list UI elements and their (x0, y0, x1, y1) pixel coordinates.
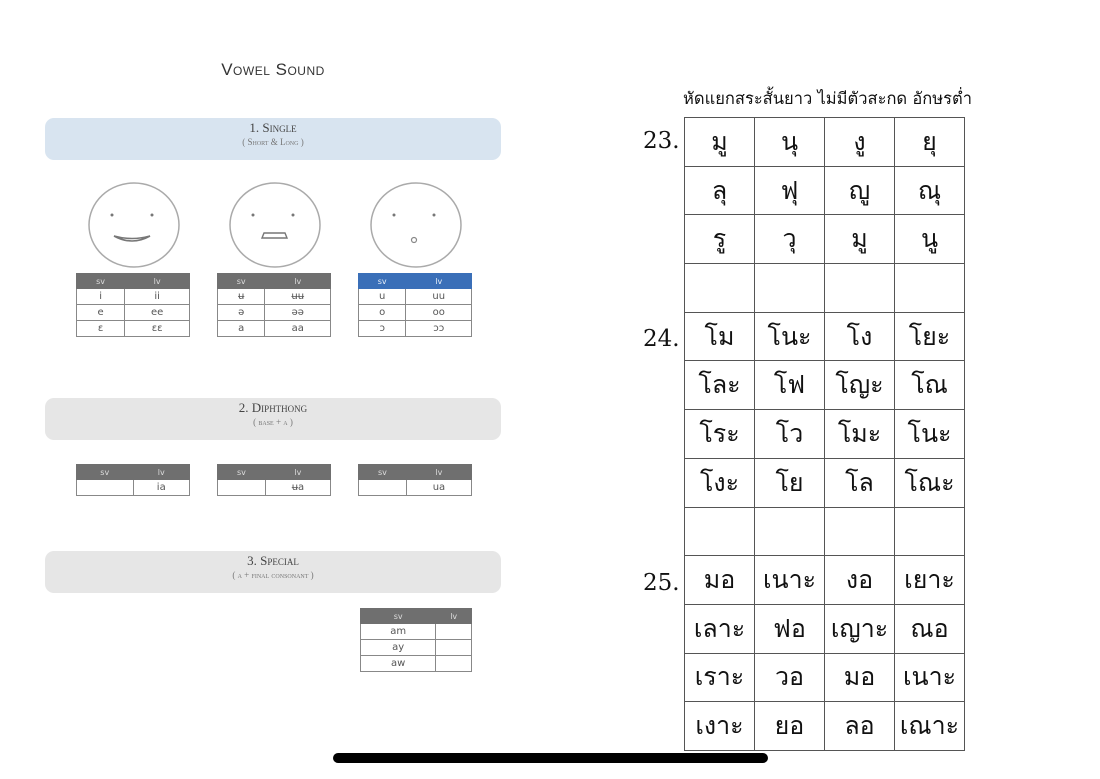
sv-header: sv (361, 609, 436, 624)
grid-cell: โณ (895, 361, 965, 410)
grid-cell: นู (895, 215, 965, 264)
grid-cell: ฟอ (755, 604, 825, 653)
exercise-number-24: 24. (643, 326, 680, 352)
long-vowel-cell: ʉa (265, 480, 330, 496)
single-vowel-table-central (217, 273, 331, 337)
grid-cell: งอ (825, 556, 895, 605)
grid-cell (755, 507, 825, 556)
diphthong-table-ua-central (217, 464, 331, 496)
short-vowel-cell: ɔ (359, 321, 406, 337)
sv-header: sv (359, 465, 407, 480)
short-vowel-cell: aw (361, 656, 436, 672)
grid-cell: โง (825, 312, 895, 361)
long-vowel-cell (436, 624, 472, 640)
grid-cell: ลุ (685, 166, 755, 215)
grid-row (685, 653, 965, 702)
long-vowel-cell: ia (133, 480, 190, 496)
long-vowel-cell: uu (406, 289, 472, 305)
lv-header: lv (265, 274, 331, 289)
grid-row (685, 166, 965, 215)
grid-cell: เญาะ (825, 604, 895, 653)
grid-cell (755, 264, 825, 313)
grid-cell: โละ (685, 361, 755, 410)
grid-row (685, 118, 965, 167)
grid-cell: เนาะ (755, 556, 825, 605)
grid-cell: โว (755, 410, 825, 459)
grid-cell: นุ (755, 118, 825, 167)
sv-header: sv (359, 274, 406, 289)
section-diphthong-band (45, 398, 501, 440)
short-vowel-cell: ay (361, 640, 436, 656)
lv-header: lv (133, 465, 190, 480)
grid-cell: เณาะ (895, 702, 965, 751)
short-vowel-cell: o (359, 305, 406, 321)
grid-cell: โงะ (685, 458, 755, 507)
short-vowel-cell: ə (218, 305, 265, 321)
grid-cell: โระ (685, 410, 755, 459)
exercise-number-25: 25. (643, 570, 680, 596)
grid-cell (685, 264, 755, 313)
long-vowel-cell: ua (406, 480, 471, 496)
grid-cell: โยะ (895, 312, 965, 361)
grid-cell: วอ (755, 653, 825, 702)
grid-cell: โณะ (895, 458, 965, 507)
grid-cell (825, 264, 895, 313)
grid-row (685, 507, 965, 556)
long-vowel-cell: ee (125, 305, 190, 321)
diphthong-table-ia (76, 464, 190, 496)
single-vowel-table-back (358, 273, 472, 337)
grid-row (685, 556, 965, 605)
grid-row (685, 604, 965, 653)
grid-cell: เนาะ (895, 653, 965, 702)
short-vowel-cell (77, 480, 134, 496)
section-diphthong-subtitle: ( base + a ) (253, 417, 293, 427)
long-vowel-cell: ʉʉ (265, 289, 331, 305)
grid-cell: ญู (825, 166, 895, 215)
grid-cell: ฟุ (755, 166, 825, 215)
grid-cell: ณอ (895, 604, 965, 653)
long-vowel-cell: ɛɛ (125, 321, 190, 337)
long-vowel-cell: əə (265, 305, 331, 321)
long-vowel-cell (436, 656, 472, 672)
long-vowel-cell: ɔɔ (406, 321, 472, 337)
grid-cell: มอ (825, 653, 895, 702)
lv-header: lv (125, 274, 190, 289)
sv-header: sv (218, 465, 266, 480)
grid-row (685, 312, 965, 361)
lv-header: lv (406, 274, 472, 289)
grid-cell: มู (825, 215, 895, 264)
short-vowel-cell: a (218, 321, 265, 337)
grid-cell: เลาะ (685, 604, 755, 653)
grid-cell: ยอ (755, 702, 825, 751)
section-single-band (45, 118, 501, 160)
grid-row (685, 410, 965, 459)
smile-face-illustration (86, 180, 182, 270)
section-special-title: 3. Special (247, 553, 299, 568)
exercise-number-23: 23. (643, 128, 680, 154)
grid-cell: มอ (685, 556, 755, 605)
long-vowel-cell: oo (406, 305, 472, 321)
grid-cell: โนะ (895, 410, 965, 459)
grid-cell: วุ (755, 215, 825, 264)
diphthong-table-ua (358, 464, 472, 496)
grid-cell: โย (755, 458, 825, 507)
long-vowel-cell: aa (265, 321, 331, 337)
grid-cell: งู (825, 118, 895, 167)
section-diphthong-title: 2. Diphthong (238, 400, 308, 415)
grid-row (685, 458, 965, 507)
section-special-band (45, 551, 501, 593)
section-single-title: 1. Single (249, 120, 297, 135)
exercise-title: หัดแยกสระสั้นยาว ไม่มีตัวสะกด อักษรต่ำ (683, 89, 973, 108)
home-indicator-bar[interactable] (333, 753, 768, 763)
grid-cell: โมะ (825, 410, 895, 459)
long-vowel-cell (436, 640, 472, 656)
grid-cell (895, 507, 965, 556)
grid-cell: เยาะ (895, 556, 965, 605)
grid-row (685, 361, 965, 410)
grid-cell: โล (825, 458, 895, 507)
short-vowel-cell: e (77, 305, 125, 321)
grid-cell: มู (685, 118, 755, 167)
grid-cell: โฟ (755, 361, 825, 410)
sv-header: sv (77, 465, 134, 480)
thai-syllable-grid (684, 117, 965, 751)
grid-cell: เงาะ (685, 702, 755, 751)
vowel-sound-title: Vowel Sound (221, 60, 325, 79)
grid-cell (825, 507, 895, 556)
neutral-mouth-face-illustration (227, 180, 323, 270)
grid-cell (895, 264, 965, 313)
short-vowel-cell: am (361, 624, 436, 640)
round-lips-face-illustration (368, 180, 464, 270)
short-vowel-cell (359, 480, 407, 496)
section-special-subtitle: ( a + final consonant ) (232, 570, 314, 580)
grid-row (685, 264, 965, 313)
single-vowel-table-front (76, 273, 190, 337)
short-vowel-cell (218, 480, 266, 496)
short-vowel-cell: ʉ (218, 289, 265, 305)
grid-cell: โญะ (825, 361, 895, 410)
short-vowel-cell: i (77, 289, 125, 305)
lv-header: lv (436, 609, 472, 624)
grid-cell: ลอ (825, 702, 895, 751)
grid-cell: ยุ (895, 118, 965, 167)
long-vowel-cell: ii (125, 289, 190, 305)
sv-header: sv (218, 274, 265, 289)
grid-row (685, 215, 965, 264)
lv-header: lv (265, 465, 330, 480)
special-vowel-table (360, 608, 472, 672)
sv-header: sv (77, 274, 125, 289)
grid-cell: ณุ (895, 166, 965, 215)
short-vowel-cell: u (359, 289, 406, 305)
grid-cell (685, 507, 755, 556)
section-single-subtitle: ( Short & Long ) (242, 137, 304, 147)
grid-row (685, 702, 965, 751)
grid-cell: โม (685, 312, 755, 361)
short-vowel-cell: ɛ (77, 321, 125, 337)
grid-cell: เราะ (685, 653, 755, 702)
grid-cell: รู (685, 215, 755, 264)
lv-header: lv (406, 465, 471, 480)
grid-cell: โนะ (755, 312, 825, 361)
